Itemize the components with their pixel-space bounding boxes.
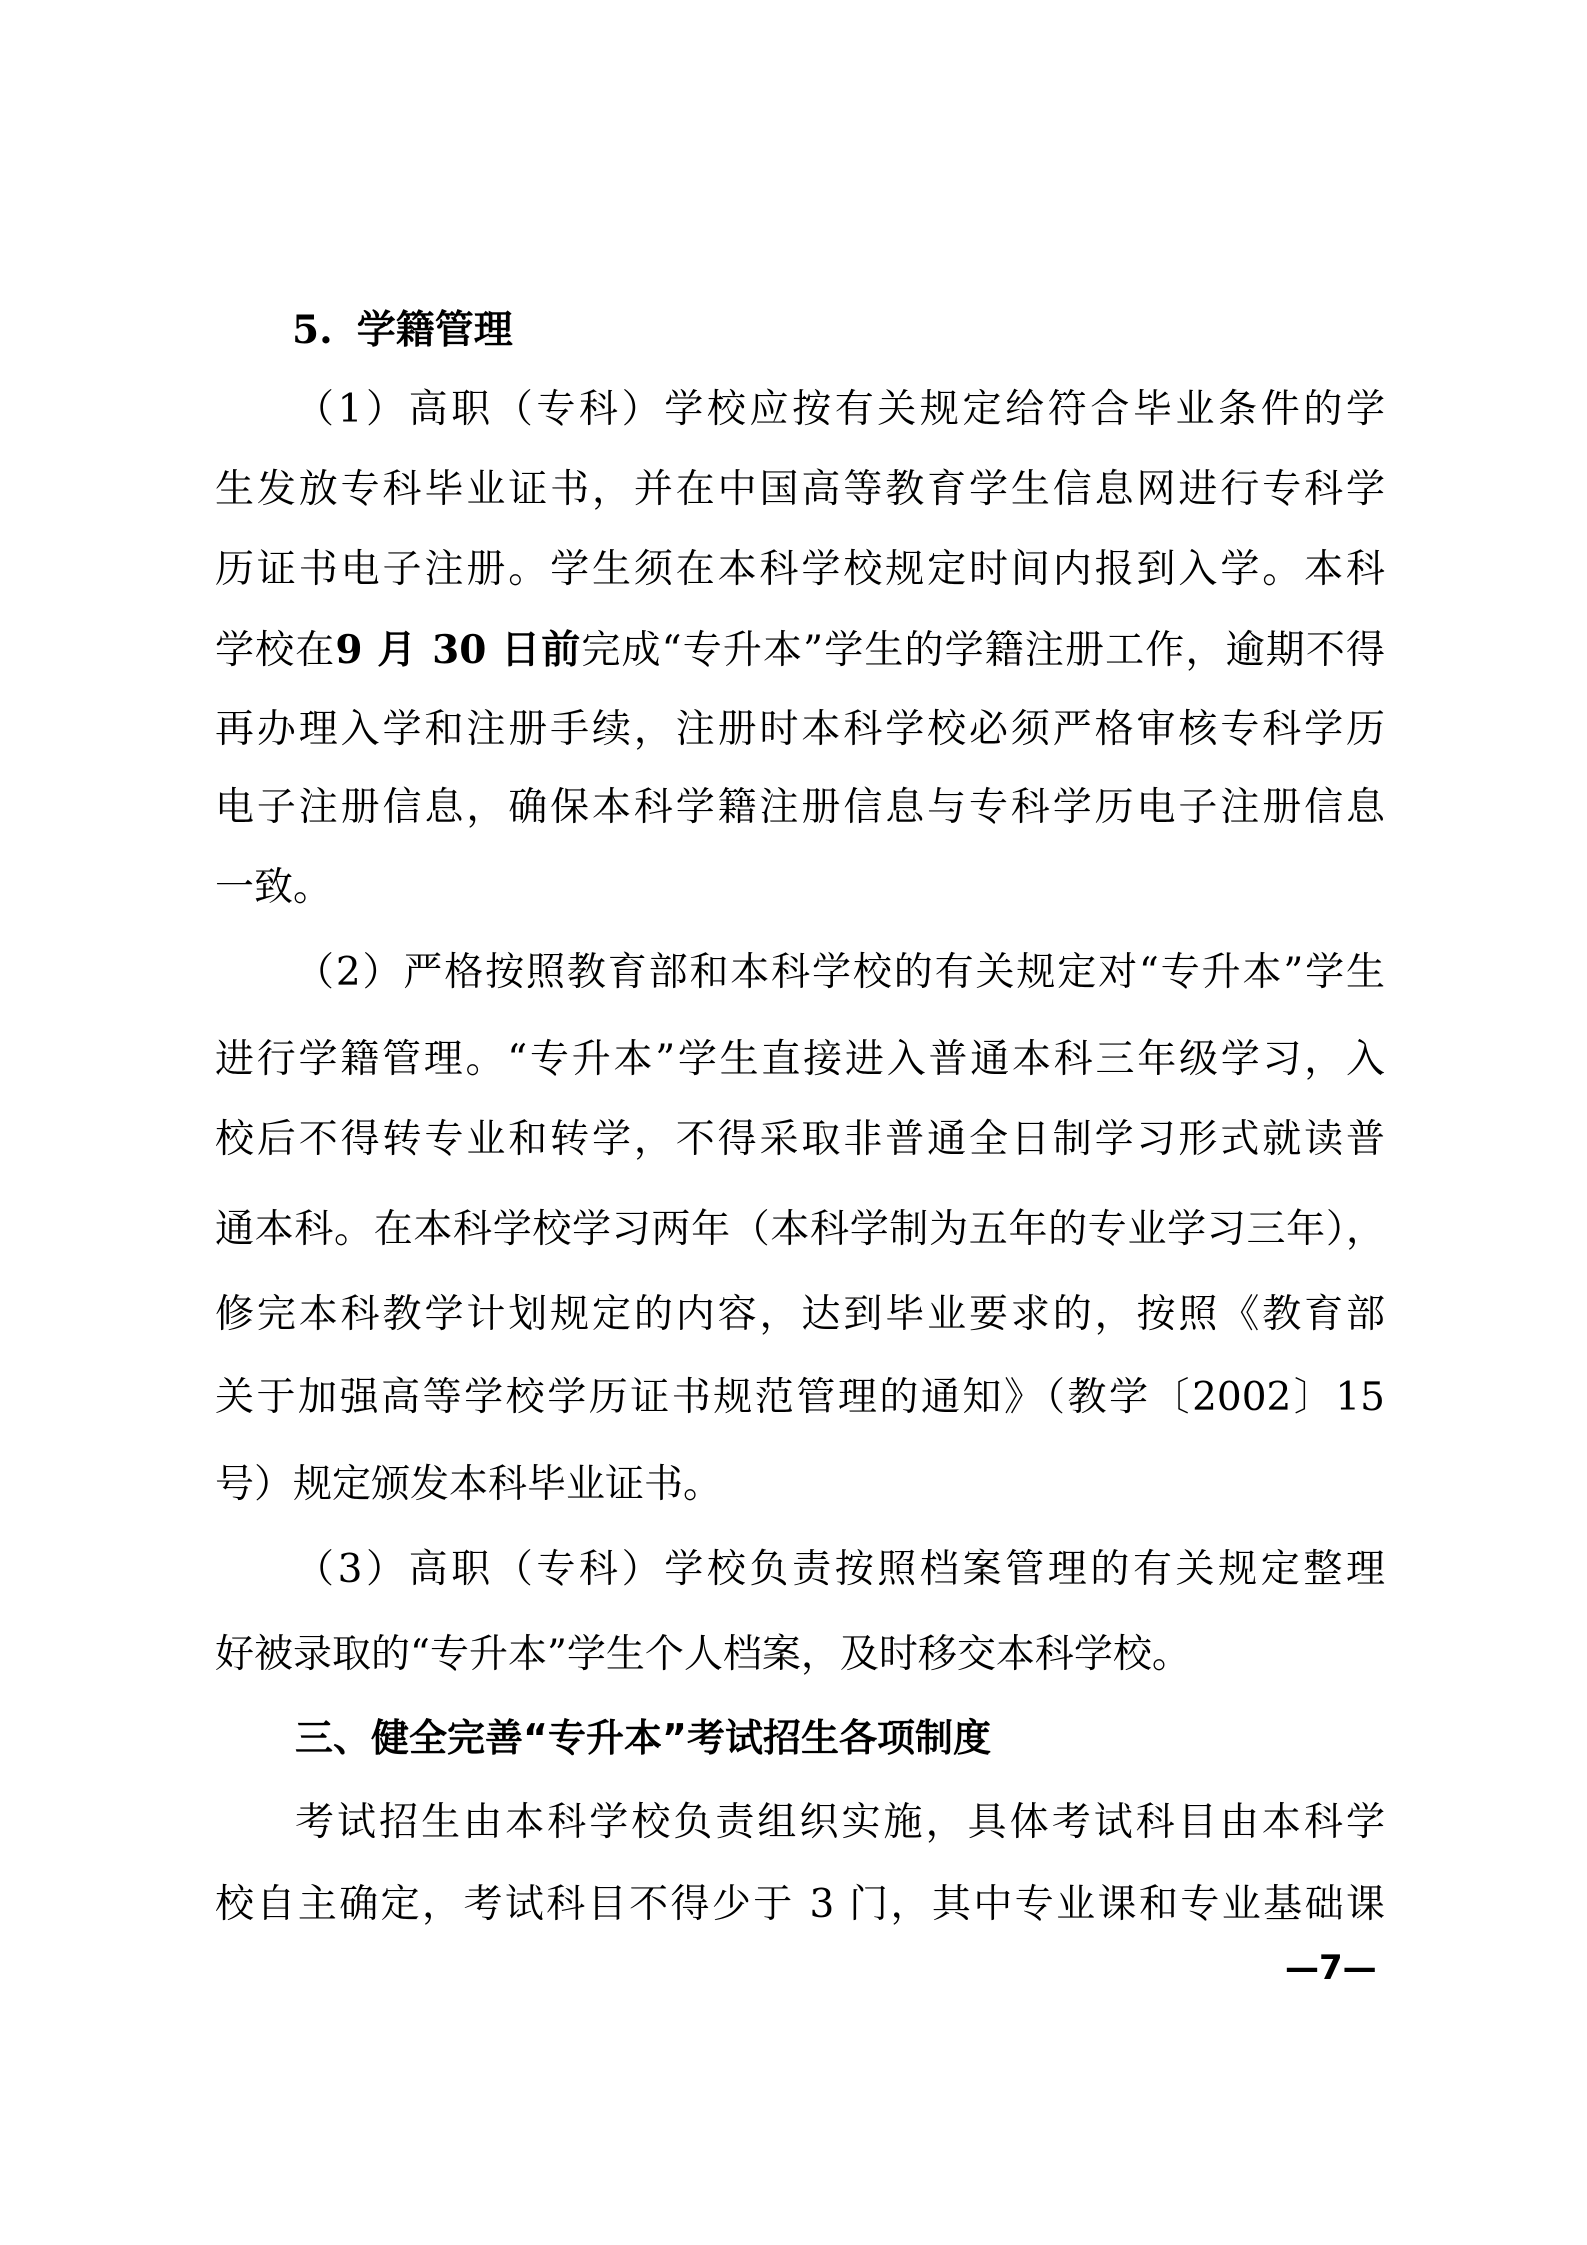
paragraph-1-line-4: [215, 622, 1385, 678]
section-number: 5.: [292, 307, 333, 353]
paragraph-2-line-3: 校后不得转专业和转学，不得采取非普通全日制学习形式就读普: [215, 1117, 1385, 1162]
paragraph-2-line-1: （2）严格按照教育部和本科学校的有关规定对“专升本”学生: [295, 950, 1385, 995]
paragraph-2-line-2: 进行学籍管理。“专升本”学生直接进入普通本科三年级学习，入: [215, 1037, 1385, 1082]
paragraph-2-line-5: 修完本科教学计划规定的内容，达到毕业要求的，按照《教育部: [215, 1292, 1385, 1337]
deadline-emphasis: 9 月 30 日前: [335, 627, 582, 673]
paragraph-2-line-4: 通本科。在本科学校学习两年（本科学制为五年的专业学习三年），: [215, 1207, 1385, 1252]
paragraph-1-line-1: （1）高职（专科）学校应按有关规定给符合毕业条件的学: [295, 387, 1385, 432]
line-text-pre: 学校在: [215, 628, 336, 673]
page-number: —7—: [1285, 1948, 1377, 1988]
paragraph-4-line-1: 考试招生由本科学校负责组织实施，具体考试科目由本科学: [295, 1800, 1385, 1845]
paragraph-1-line-2: 生发放专科毕业证书，并在中国高等教育学生信息网进行专科学: [215, 467, 1385, 512]
section-heading: [292, 302, 513, 358]
paragraph-4-line-2: 校自主确定，考试科目不得少于 3 门，其中专业课和专业基础课: [215, 1882, 1385, 1927]
paragraph-1-line-6: 电子注册信息，确保本科学籍注册信息与专科学历电子注册信息: [215, 785, 1385, 830]
section-title: 学籍管理: [356, 307, 513, 353]
paragraph-1-line-7: 一致。: [215, 865, 333, 910]
chapter-heading: 三、健全完善“专升本”考试招生各项制度: [295, 1716, 991, 1760]
paragraph-2-line-6: 关于加强高等学校学历证书规范管理的通知》（教学〔2002〕15: [215, 1375, 1385, 1420]
paragraph-1-line-3: 历证书电子注册。学生须在本科学校规定时间内报到入学。本科: [215, 547, 1385, 592]
paragraph-1-line-5: 再办理入学和注册手续，注册时本科学校必须严格审核专科学历: [215, 707, 1385, 752]
paragraph-3-line-2: 好被录取的“专升本”学生个人档案，及时移交本科学校。: [215, 1632, 1191, 1677]
paragraph-3-line-1: （3）高职（专科）学校负责按照档案管理的有关规定整理: [295, 1547, 1385, 1592]
line-text-post: 完成“专升本”学生的学籍注册工作，逾期不得: [581, 628, 1385, 673]
paragraph-2-line-7: 号）规定颁发本科毕业证书。: [215, 1462, 723, 1507]
